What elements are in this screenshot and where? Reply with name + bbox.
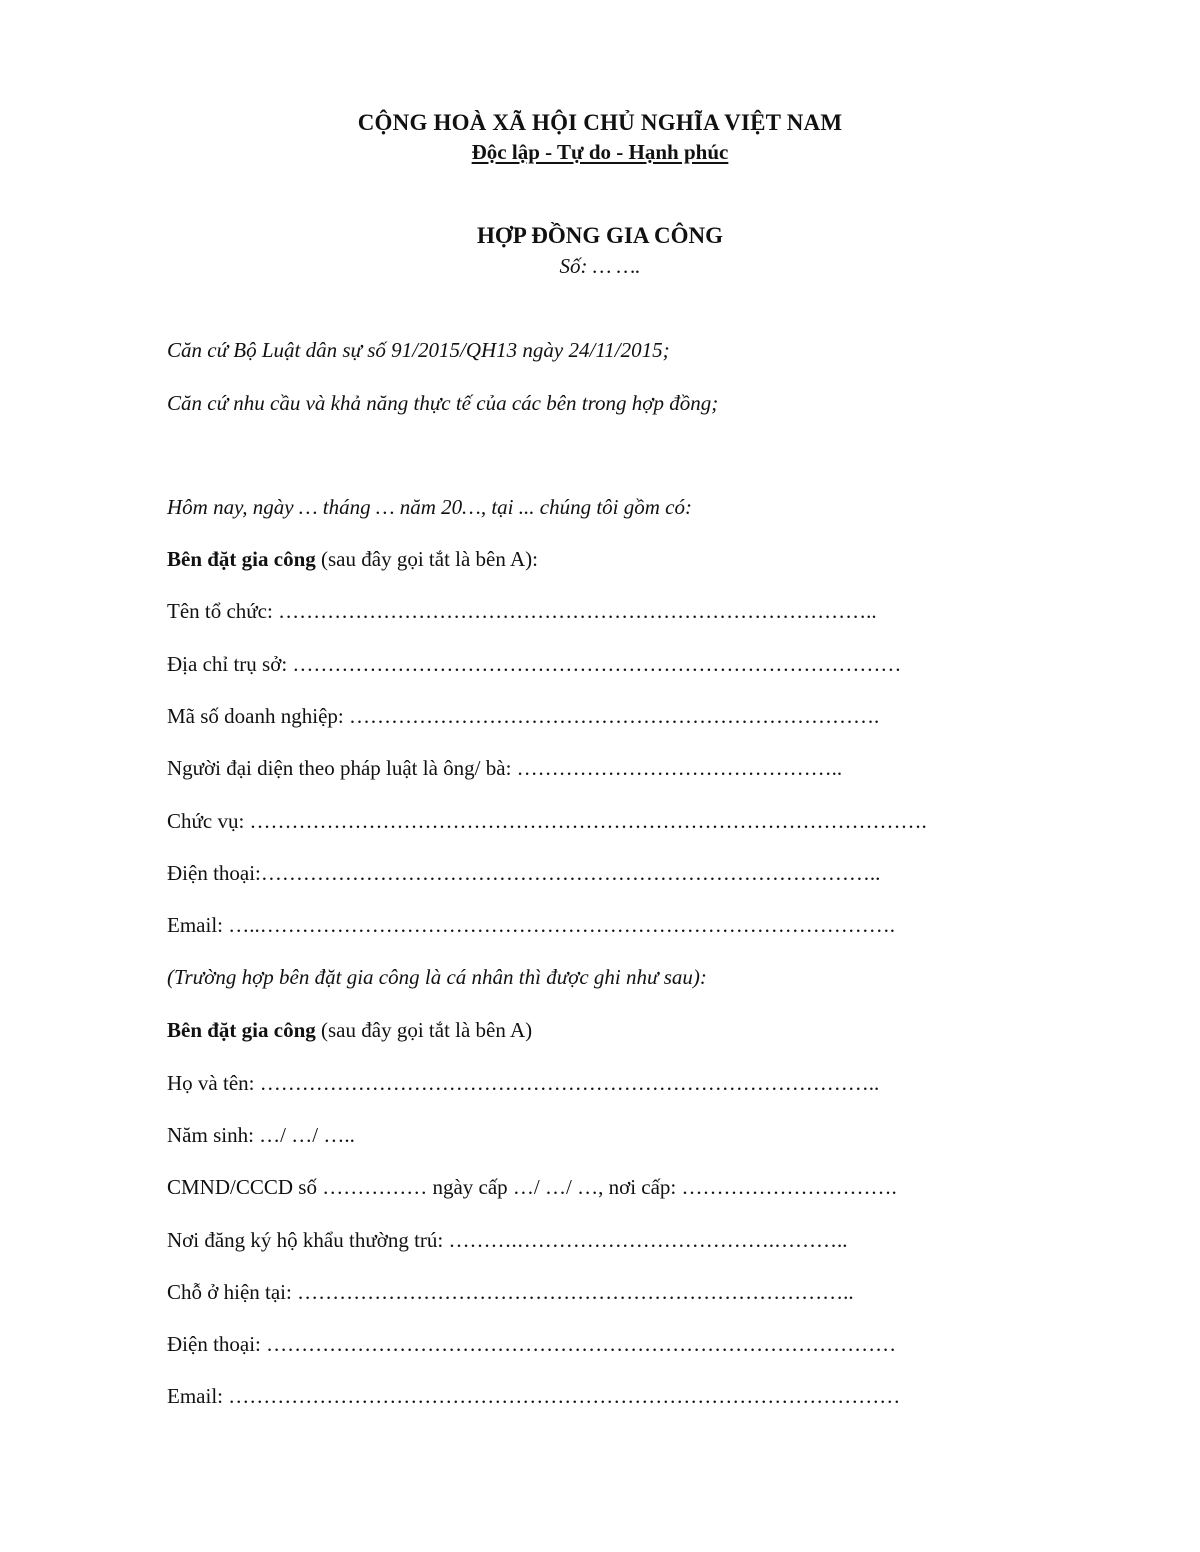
legal-basis-civil-code: Căn cứ Bộ Luật dân sự số 91/2015/QH13 ngày 24/11/2015;	[167, 338, 670, 362]
party-a-person-heading	[167, 1018, 532, 1043]
motto-text: Độc lập - Tự do - Hạnh phúc	[471, 140, 729, 164]
legal-basis-needs: Căn cứ nhu cầu và khả năng thực tế của các bên trong hợp đồng;	[167, 391, 719, 415]
contract-title: HỢP ĐỒNG GIA CÔNG	[477, 223, 723, 248]
national-title: CỘNG HOÀ XÃ HỘI CHỦ NGHĨA VIỆT NAM	[357, 110, 843, 135]
field-org-phone: Điện thoại:……………………………………………………………………………..	[167, 861, 881, 885]
contract-number: Số: … ….	[559, 254, 641, 278]
field-person-phone: Điện thoại: ………………………………………………………………………………	[167, 1332, 897, 1356]
field-org-address: Địa chỉ trụ sở: ……………………………………………………………………………	[167, 652, 902, 676]
field-current-address: Chỗ ở hiện tại: ……………………………………………………………………..	[167, 1280, 854, 1304]
party-a-person-heading-bold: Bên đặt gia công	[167, 1018, 316, 1042]
field-business-code: Mã số doanh nghiệp: ………………………………………………………………….	[167, 704, 880, 728]
field-org-email: Email: …..……………………………………………………………………………….	[167, 913, 895, 937]
party-a-org-heading	[167, 547, 538, 572]
field-full-name: Họ và tên: ……………………………………………………………………………..	[167, 1071, 880, 1095]
field-permanent-residence: Nơi đăng ký hộ khẩu thường trú: ……….……………………………….………..	[167, 1228, 848, 1252]
party-a-org-heading-rest: (sau đây gọi tắt là bên A):	[315, 547, 538, 571]
individual-note: (Trường hợp bên đặt gia công là cá nhân thì được ghi như sau):	[167, 965, 707, 989]
field-org-name: Tên tổ chức: …………………………………………………………………………..	[167, 599, 877, 623]
contract-intro: Hôm nay, ngày … tháng … năm 20…, tại ... chúng tôi gồm có:	[167, 495, 692, 519]
field-position: Chức vụ: …………………………………………………………………………………….	[167, 809, 927, 833]
national-motto	[0, 140, 1200, 165]
field-legal-representative: Người đại diện theo pháp luật là ông/ bà: ………………………………………..	[167, 756, 843, 780]
party-a-person-heading-rest: (sau đây gọi tắt là bên A)	[315, 1018, 533, 1042]
field-birth-year: Năm sinh: …/ …/ …..	[167, 1123, 355, 1147]
field-id-card: CMND/CCCD số …………… ngày cấp …/ …/ …, nơi cấp: ………………………….	[167, 1175, 897, 1199]
field-person-email: Email: ……………………………………………………………………………………	[167, 1384, 901, 1408]
party-a-org-heading-bold: Bên đặt gia công	[167, 547, 316, 571]
